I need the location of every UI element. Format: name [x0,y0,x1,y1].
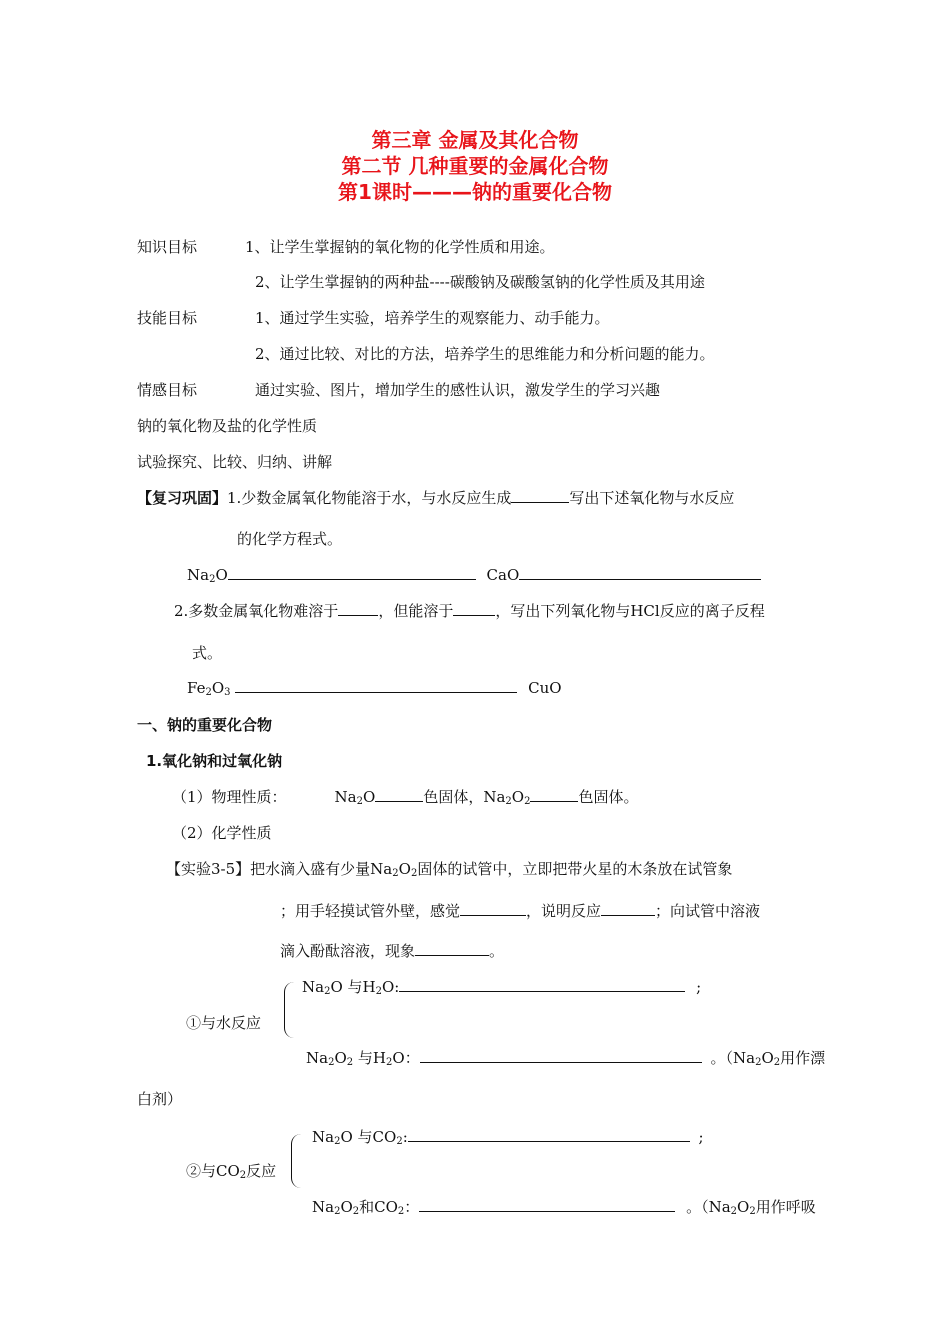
review-question-1: 【复习巩固】1.少数金属氧化物能溶于水，与水反应生成 写出下述氧化物与水反应 [137,489,735,507]
knowledge-item-2: 2、让学生掌握钠的两种盐----碳酸钠及碳酸氢钠的化学性质及其用途 [255,273,705,291]
review-question-2: 2.多数金属氧化物难溶于 ，但能溶于 ，写出下列氧化物与HCl反应的离子反程 [174,602,765,620]
na2o-line: $Na_2O$ CaO [187,565,761,584]
blank[interactable] [460,901,526,916]
lesson-title: 第1课时———钠的重要化合物 [338,180,612,204]
emotion-label: 情感目标 [137,381,198,399]
brace [284,982,297,1038]
blank[interactable] [511,488,569,503]
blank[interactable] [453,601,495,616]
skill-item-1: 1、通过学生实验，培养学生的观察能力、动手能力。 [255,309,610,327]
teaching-method: 试验探究、比较、归纳、讲解 [137,453,333,471]
brace [291,1134,304,1188]
blank[interactable] [408,1127,690,1142]
skill-item-2: 2、通过比较、对比的方法，培养学生的思维能力和分析问题的能力。 [255,345,715,363]
na2o2-co2-reaction: $Na_2O_2$和$CO_2$： 。（$Na_2O_2$用作呼吸 [312,1198,816,1217]
na2o-water-reaction: $Na_2O$ 与$H_2O$: ; [302,978,702,997]
key-point: 钠的氧化物及盐的化学性质 [137,417,318,435]
experiment-line-1: 【实验3-5】把水滴入盛有少量$Na_2O_2$固体的试管中，立即把带火星的木条放在试管象 [166,860,733,879]
blank[interactable] [420,1048,702,1063]
knowledge-label: 知识目标 [137,238,198,256]
water-reaction-label: ①与水反应 [186,1014,262,1032]
section-title: 第二节 几种重要的金属化合物 [341,154,609,178]
skill-label: 技能目标 [137,309,198,327]
co2-reaction-label: ②与$CO_2$反应 [186,1162,277,1181]
blank[interactable] [235,678,517,693]
bleach-note-cont: 白剂） [137,1090,183,1108]
blank[interactable] [419,1197,675,1212]
na2o2-water-reaction: $Na_2O_2$ 与$H_2O$： 。（$Na_2O_2$用作漂 [306,1049,826,1068]
blank[interactable] [338,601,378,616]
fe2o3-line: $Fe_2O_3$ CuO [187,679,562,698]
chemical-properties-label: （2）化学性质 [172,824,272,842]
chapter-title: 第三章 金属及其化合物 [371,128,579,152]
blank[interactable] [530,787,578,802]
subsection-heading: 1.氧化钠和过氧化钠 [146,752,283,770]
emotion-item-1: 通过实验、图片，增加学生的感性认识，激发学生的学习兴趣 [255,381,661,399]
blank[interactable] [601,901,655,916]
review-label: 【复习巩固】 [137,489,228,507]
blank[interactable] [375,787,423,802]
experiment-line-2: ；用手轻摸试管外壁，感觉 ，说明反应 ；向试管中溶液 [280,902,761,920]
experiment-line-3: 滴入酚酞溶液，现象 。 [280,942,505,960]
review-question-2-cont: 式。 [192,644,223,662]
review-question-1-cont: 的化学方程式。 [237,530,343,548]
knowledge-item-1: 1、让学生掌握钠的氧化物的化学性质和用途。 [245,238,555,256]
blank[interactable] [228,565,476,580]
section-heading: 一、钠的重要化合物 [137,716,273,734]
blank[interactable] [399,977,685,992]
physical-properties: （1）物理性质： $Na_2O$ 色固体，$Na_2O_2$ 色固体。 [172,788,639,807]
blank[interactable] [415,941,489,956]
na2o-co2-reaction: $Na_2O$ 与$CO_2$: ; [312,1128,704,1147]
blank[interactable] [519,565,761,580]
